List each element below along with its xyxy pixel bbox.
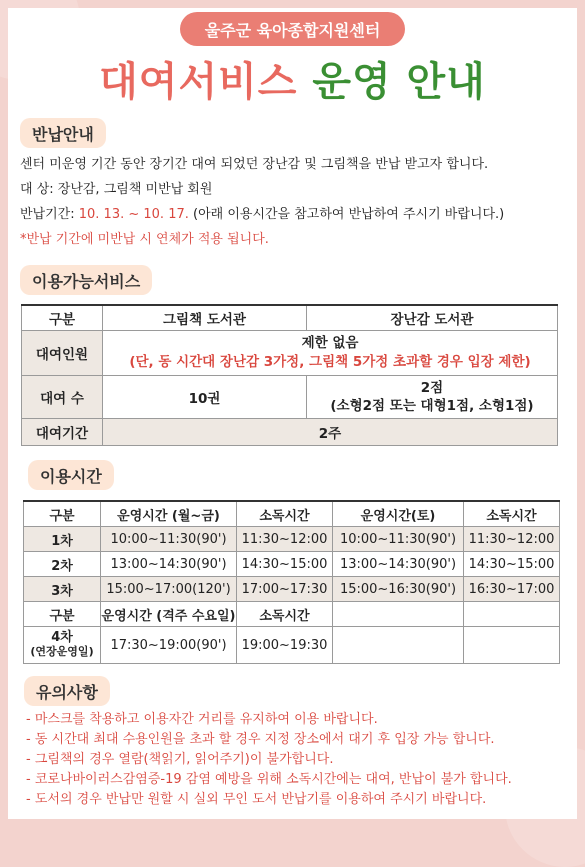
- table-row: [24, 501, 560, 527]
- table-cell: 10:00~11:30(90'): [101, 527, 237, 552]
- table-cell: 14:30~15:00: [237, 552, 333, 577]
- table-row: [22, 331, 558, 376]
- table-row: [24, 552, 560, 577]
- table-header-cell: 운영시간(토): [333, 501, 464, 527]
- title-part-rental-service: 대여서비스: [99, 59, 298, 105]
- hours-table: [23, 500, 560, 664]
- list-item: - 그림책의 경우 열람(책읽기, 읽어주기)이 불가합니다.: [26, 752, 334, 767]
- list-item: - 도서의 경우 반납만 원할 시 실외 무인 도서 반납기를 이용하여 주시기 바랍니다.: [26, 792, 487, 807]
- center-name: 울주군 육아종합지원센터: [204, 20, 381, 40]
- table-cell: 1차: [24, 527, 101, 552]
- table-cell: 2차: [24, 552, 101, 577]
- table-cell: 19:00~19:30: [237, 627, 333, 664]
- table-row: [24, 602, 560, 627]
- table-cell: 16:30~17:00: [464, 577, 560, 602]
- table-cell: 10:00~11:30(90'): [333, 527, 464, 552]
- table-cell: 대여인원: [22, 331, 103, 376]
- services-table: [21, 304, 558, 446]
- table-cell: 11:30~12:00: [237, 527, 333, 552]
- table-header-cell: 소독시간: [237, 501, 333, 527]
- section-heading-hours: 이용시간: [28, 460, 114, 490]
- table-cell: 2점 (소형2점 또는 대형1점, 소형1점): [307, 376, 558, 419]
- table-cell: 15:00~16:30(90'): [333, 577, 464, 602]
- section-heading-services: 이용가능서비스: [20, 265, 152, 295]
- table-row: [24, 577, 560, 602]
- table-cell: [464, 627, 560, 664]
- table-cell: 13:00~14:30(90'): [333, 552, 464, 577]
- table-header-cell: 구분: [22, 305, 103, 331]
- table-cell: 13:00~14:30(90'): [101, 552, 237, 577]
- table-cell: 제한 없음 (단, 동 시간대 장난감 3가정, 그림책 5가정 초과할 경우 입장 제한): [103, 331, 558, 376]
- list-item: - 동 시간대 최대 수용인원을 초과 할 경우 지정 장소에서 대기 후 입장 가능 합니다.: [26, 732, 495, 747]
- return-warning: *반납 기간에 미반납 시 연체가 적용 됩니다.: [20, 232, 269, 247]
- return-description: 센터 미운영 기간 동안 장기간 대여 되었던 장난감 및 그림책을 반납 받고자 합니다.: [20, 157, 489, 172]
- center-name-banner: [180, 12, 405, 46]
- table-cell: 구분: [24, 602, 101, 627]
- return-period-dates: 10. 13. ~ 10. 17.: [78, 207, 189, 222]
- list-item: - 마스크를 착용하고 이용자간 거리를 유지하여 이용 바랍니다.: [26, 712, 378, 727]
- table-header-cell: 소독시간: [464, 501, 560, 527]
- table-cell: 2주: [103, 419, 558, 446]
- table-header-cell: 구분: [24, 501, 101, 527]
- table-cell: 대여 수: [22, 376, 103, 419]
- return-period: 반납기간: 10. 13. ~ 10. 17. (아래 이용시간을 참고하여 반납하여 주시기 바랍니다.): [20, 207, 505, 222]
- table-row: [22, 305, 558, 331]
- table-header-cell: 장난감 도서관: [307, 305, 558, 331]
- table-cell: 17:00~17:30: [237, 577, 333, 602]
- table-cell: 소독시간: [237, 602, 333, 627]
- return-target: 대 상: 장난감, 그림책 미반납 회원: [20, 182, 213, 197]
- table-cell: [464, 602, 560, 627]
- table-row: [22, 376, 558, 419]
- page-title: [0, 50, 585, 107]
- table-cell: [333, 627, 464, 664]
- table-row: [24, 527, 560, 552]
- notes-list: [26, 710, 512, 810]
- section-heading-return: 반납안내: [20, 118, 106, 148]
- table-cell: 15:00~17:00(120'): [101, 577, 237, 602]
- list-item: - 코로나바이러스감염증-19 감염 예방을 위해 소독시간에는 대여, 반납이 불가 합니다.: [26, 772, 512, 787]
- title-part-operation-guide: 운영 안내: [312, 59, 486, 105]
- table-cell: 11:30~12:00: [464, 527, 560, 552]
- table-header-cell: 운영시간 (월~금): [101, 501, 237, 527]
- section-heading-notes: 유의사항: [24, 676, 110, 706]
- table-cell: 운영시간 (격주 수요일): [101, 602, 237, 627]
- table-row: [24, 627, 560, 664]
- table-cell: 대여기간: [22, 419, 103, 446]
- table-cell: 17:30~19:00(90'): [101, 627, 237, 664]
- table-cell: [333, 602, 464, 627]
- table-row: [22, 419, 558, 446]
- table-header-cell: 그림책 도서관: [103, 305, 307, 331]
- table-cell: 4차 (연장운영일): [24, 627, 101, 664]
- table-cell: 14:30~15:00: [464, 552, 560, 577]
- table-cell: 10권: [103, 376, 307, 419]
- table-cell: 3차: [24, 577, 101, 602]
